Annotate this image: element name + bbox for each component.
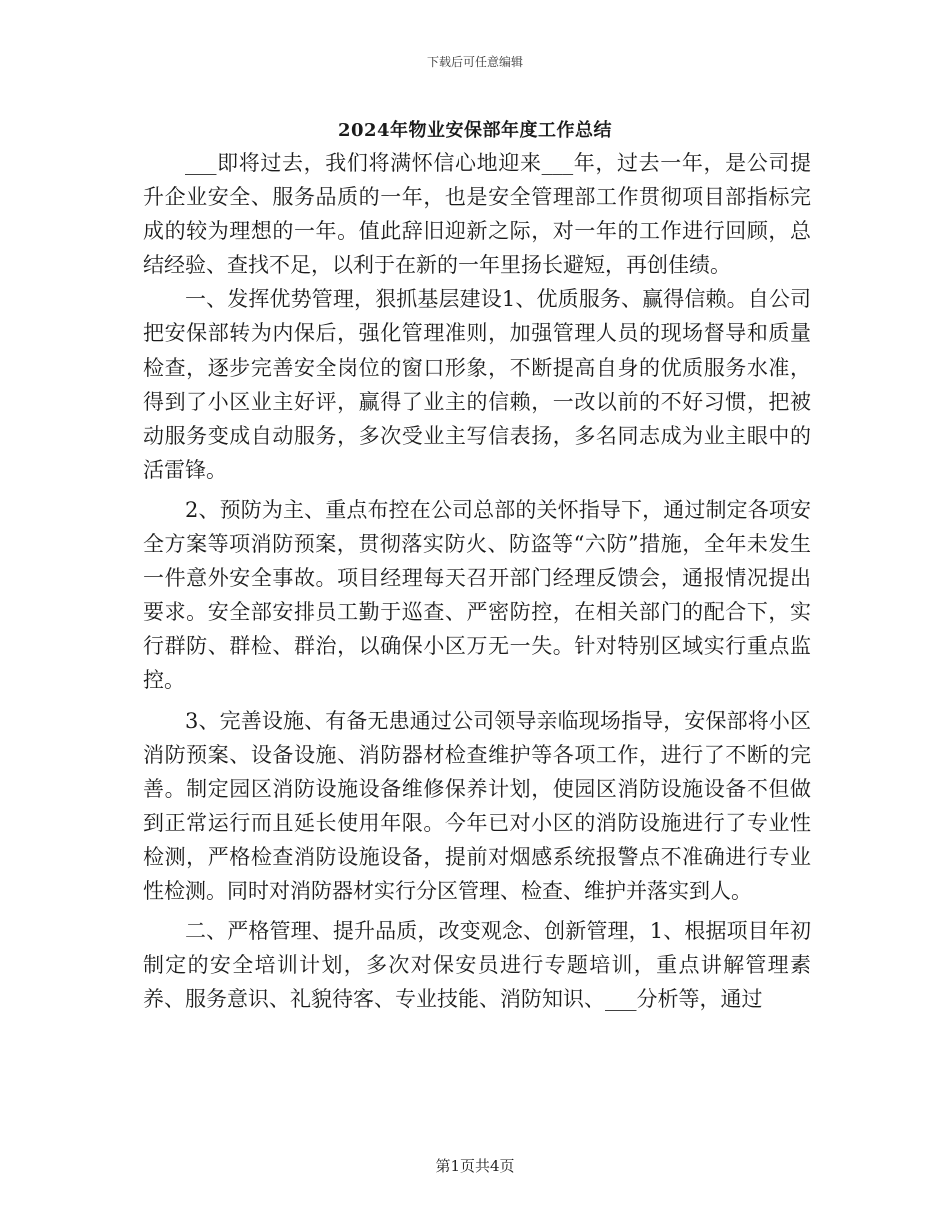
page-footer: 第1页共4页 (435, 1157, 515, 1175)
paragraph-facilities: 3、完善设施、有备无患通过公司领导亲临现场指导，安保部将小区消防预案、设备设施、消防器材检查维护等各项工作，进行了不断的完善。制定园区消防设施设备维修保养计划，使园区消防设施设备不但做到正常运行而且延长使用年限。今年已对小区的消防设施进行了专业性检测，严格检查消防设施设备，提前对烟感系统报警点不准确进行专业性检测。同时对消防器材实行分区管理、检查、维护并落实到人。 (143, 708, 811, 903)
paragraph-section-1: 一、发挥优势管理，狠抓基层建设1、优质服务、赢得信赖。自公司把安保部转为内保后，强化管理准则，加强管理人员的现场督导和质量检查，逐步完善安全岗位的窗口形象，不断提高自身的优质服务水准，得到了小区业主好评，赢得了业主的信赖，一改以前的不好习惯，把被动服务变成自动服务，多次受业主写信表扬，多名同志成为业主眼中的活雷锋。 (143, 287, 811, 482)
paragraph-section-2: 二、严格管理、提升品质，改变观念、创新管理，1、根据项目年初制定的安全培训计划，多次对保安员进行专题培训，重点讲解管理素养、服务意识、礼貌待客、专业技能、消防知识、___分析等，通过 (143, 919, 811, 1012)
document-body (143, 146, 811, 1016)
document-title: 2024年物业安保部年度工作总结 (337, 120, 613, 141)
paragraph-prevention: 2、预防为主、重点布控在公司总部的关怀指导下，通过制定各项安全方案等项消防预案，贯彻落实防火、防盗等“六防”措施，全年未发生一件意外安全事故。项目经理每天召开部门经理反馈会，通报情况提出要求。安全部安排员工勤于巡查、严密防控，在相关部门的配合下，实行群防、群检、群治，以确保小区万无一失。针对特别区域实行重点监控。 (143, 497, 811, 693)
paragraph-intro: ___即将过去，我们将满怀信心地迎来___年，过去一年，是公司提升企业安全、服务品质的一年，也是安全管理部工作贯彻项目部指标完成的较为理想的一年。值此辞旧迎新之际，对一年的工作进行回顾，总结经验、查找不足，以利于在新的一年里扬长避短，再创佳绩。 (143, 151, 811, 278)
page-header-note: 下载后可任意编辑 (426, 55, 523, 69)
